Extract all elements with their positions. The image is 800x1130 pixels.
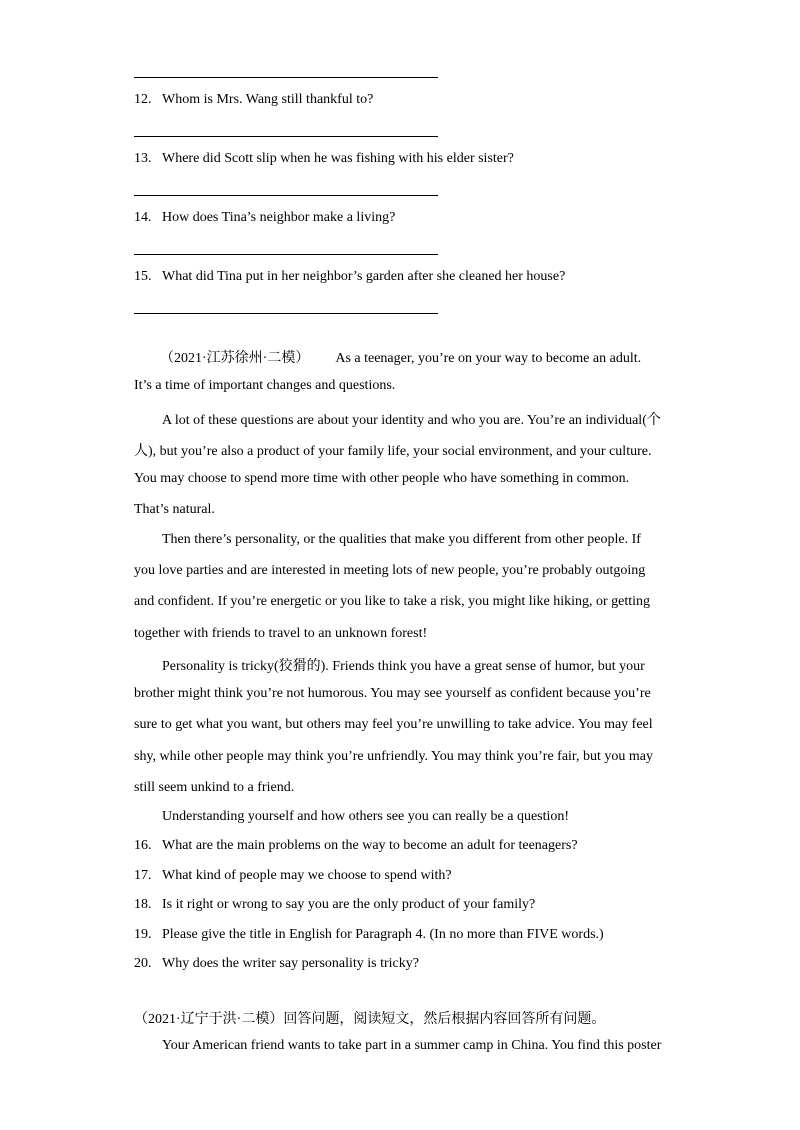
question-text: Please give the title in English for Paragraph 4. (In no more than FIVE words.) — [162, 927, 604, 942]
passage-line: A lot of these questions are about your identity and who you are. You’re an individual(个 — [162, 413, 661, 428]
passage-line: That’s natural. — [134, 502, 215, 517]
question-13 — [134, 151, 514, 167]
question-number: 17. — [134, 868, 152, 883]
passage-line: Then there’s personality, or the qualities that make you different from other people. If — [162, 532, 641, 547]
question-text: What are the main problems on the way to become an adult for teenagers? — [162, 838, 578, 853]
question-number: 15. — [134, 269, 152, 284]
answer-line-13[interactable] — [134, 195, 438, 196]
question-number: 16. — [134, 838, 152, 853]
question-19 — [134, 927, 604, 943]
answer-line-15[interactable] — [134, 313, 438, 314]
passage-line: It’s a time of important changes and questions. — [134, 378, 396, 393]
question-text: How does Tina’s neighbor make a living? — [162, 210, 396, 225]
passage-line: Personality is tricky(狡猾的). Friends think you have a great sense of humor, but your — [162, 659, 645, 674]
passage-source: （2021·辽宁于洪·二模）回答问题，阅读短文，然后根据内容回答所有问题。 — [134, 1012, 606, 1027]
passage-line: Your American friend wants to take part in a summer camp in China. You find this poster — [162, 1038, 662, 1053]
passage-line: brother might think you’re not humorous. You may see yourself as confident because you’re — [134, 686, 651, 701]
answer-line-12[interactable] — [134, 136, 438, 137]
passage-line: As a teenager, you’re on your way to become an adult. — [335, 351, 642, 366]
question-text: Where did Scott slip when he was fishing with his elder sister? — [162, 151, 514, 166]
question-12 — [134, 92, 373, 108]
passage-line: sure to get what you want, but others may feel you’re unwilling to take advice. You may feel — [134, 717, 653, 732]
passage-source — [160, 347, 641, 367]
question-number: 18. — [134, 897, 152, 912]
question-16 — [134, 838, 578, 854]
passage-line: still seem unkind to a friend. — [134, 780, 295, 795]
question-text: Why does the writer say personality is tricky? — [162, 956, 419, 971]
question-14 — [134, 210, 395, 226]
question-18 — [134, 897, 535, 913]
question-number: 20. — [134, 956, 152, 971]
question-20 — [134, 956, 419, 972]
passage-line: together with friends to travel to an unknown forest! — [134, 626, 428, 641]
passage-line: and confident. If you’re energetic or you like to take a risk, you might like hiking, or getting — [134, 594, 651, 609]
question-number: 13. — [134, 151, 152, 166]
question-17 — [134, 868, 452, 884]
question-text: Whom is Mrs. Wang still thankful to? — [162, 92, 374, 107]
question-number: 12. — [134, 92, 152, 107]
question-number: 19. — [134, 927, 152, 942]
passage-line: shy, while other people may think you’re unfriendly. You may think you’re fair, but you may — [134, 749, 654, 764]
question-text: What kind of people may we choose to spend with? — [162, 868, 452, 883]
question-text: What did Tina put in her neighbor’s garden after she cleaned her house? — [162, 269, 566, 284]
passage-line: 人), but you’re also a product of your family life, your social environment, and your culture. — [134, 444, 652, 459]
source-label: （2021·江苏徐州·二模） — [160, 351, 310, 366]
question-number: 14. — [134, 210, 152, 225]
answer-line-11[interactable] — [134, 77, 438, 78]
question-15 — [134, 269, 565, 285]
question-text: Is it right or wrong to say you are the only product of your family? — [162, 897, 536, 912]
passage-line: Understanding yourself and how others see you can really be a question! — [162, 809, 570, 824]
passage-line: You may choose to spend more time with other people who have something in common. — [134, 471, 630, 486]
passage-line: you love parties and are interested in meeting lots of new people, you’re probably outgoing — [134, 563, 646, 578]
answer-line-14[interactable] — [134, 254, 438, 255]
